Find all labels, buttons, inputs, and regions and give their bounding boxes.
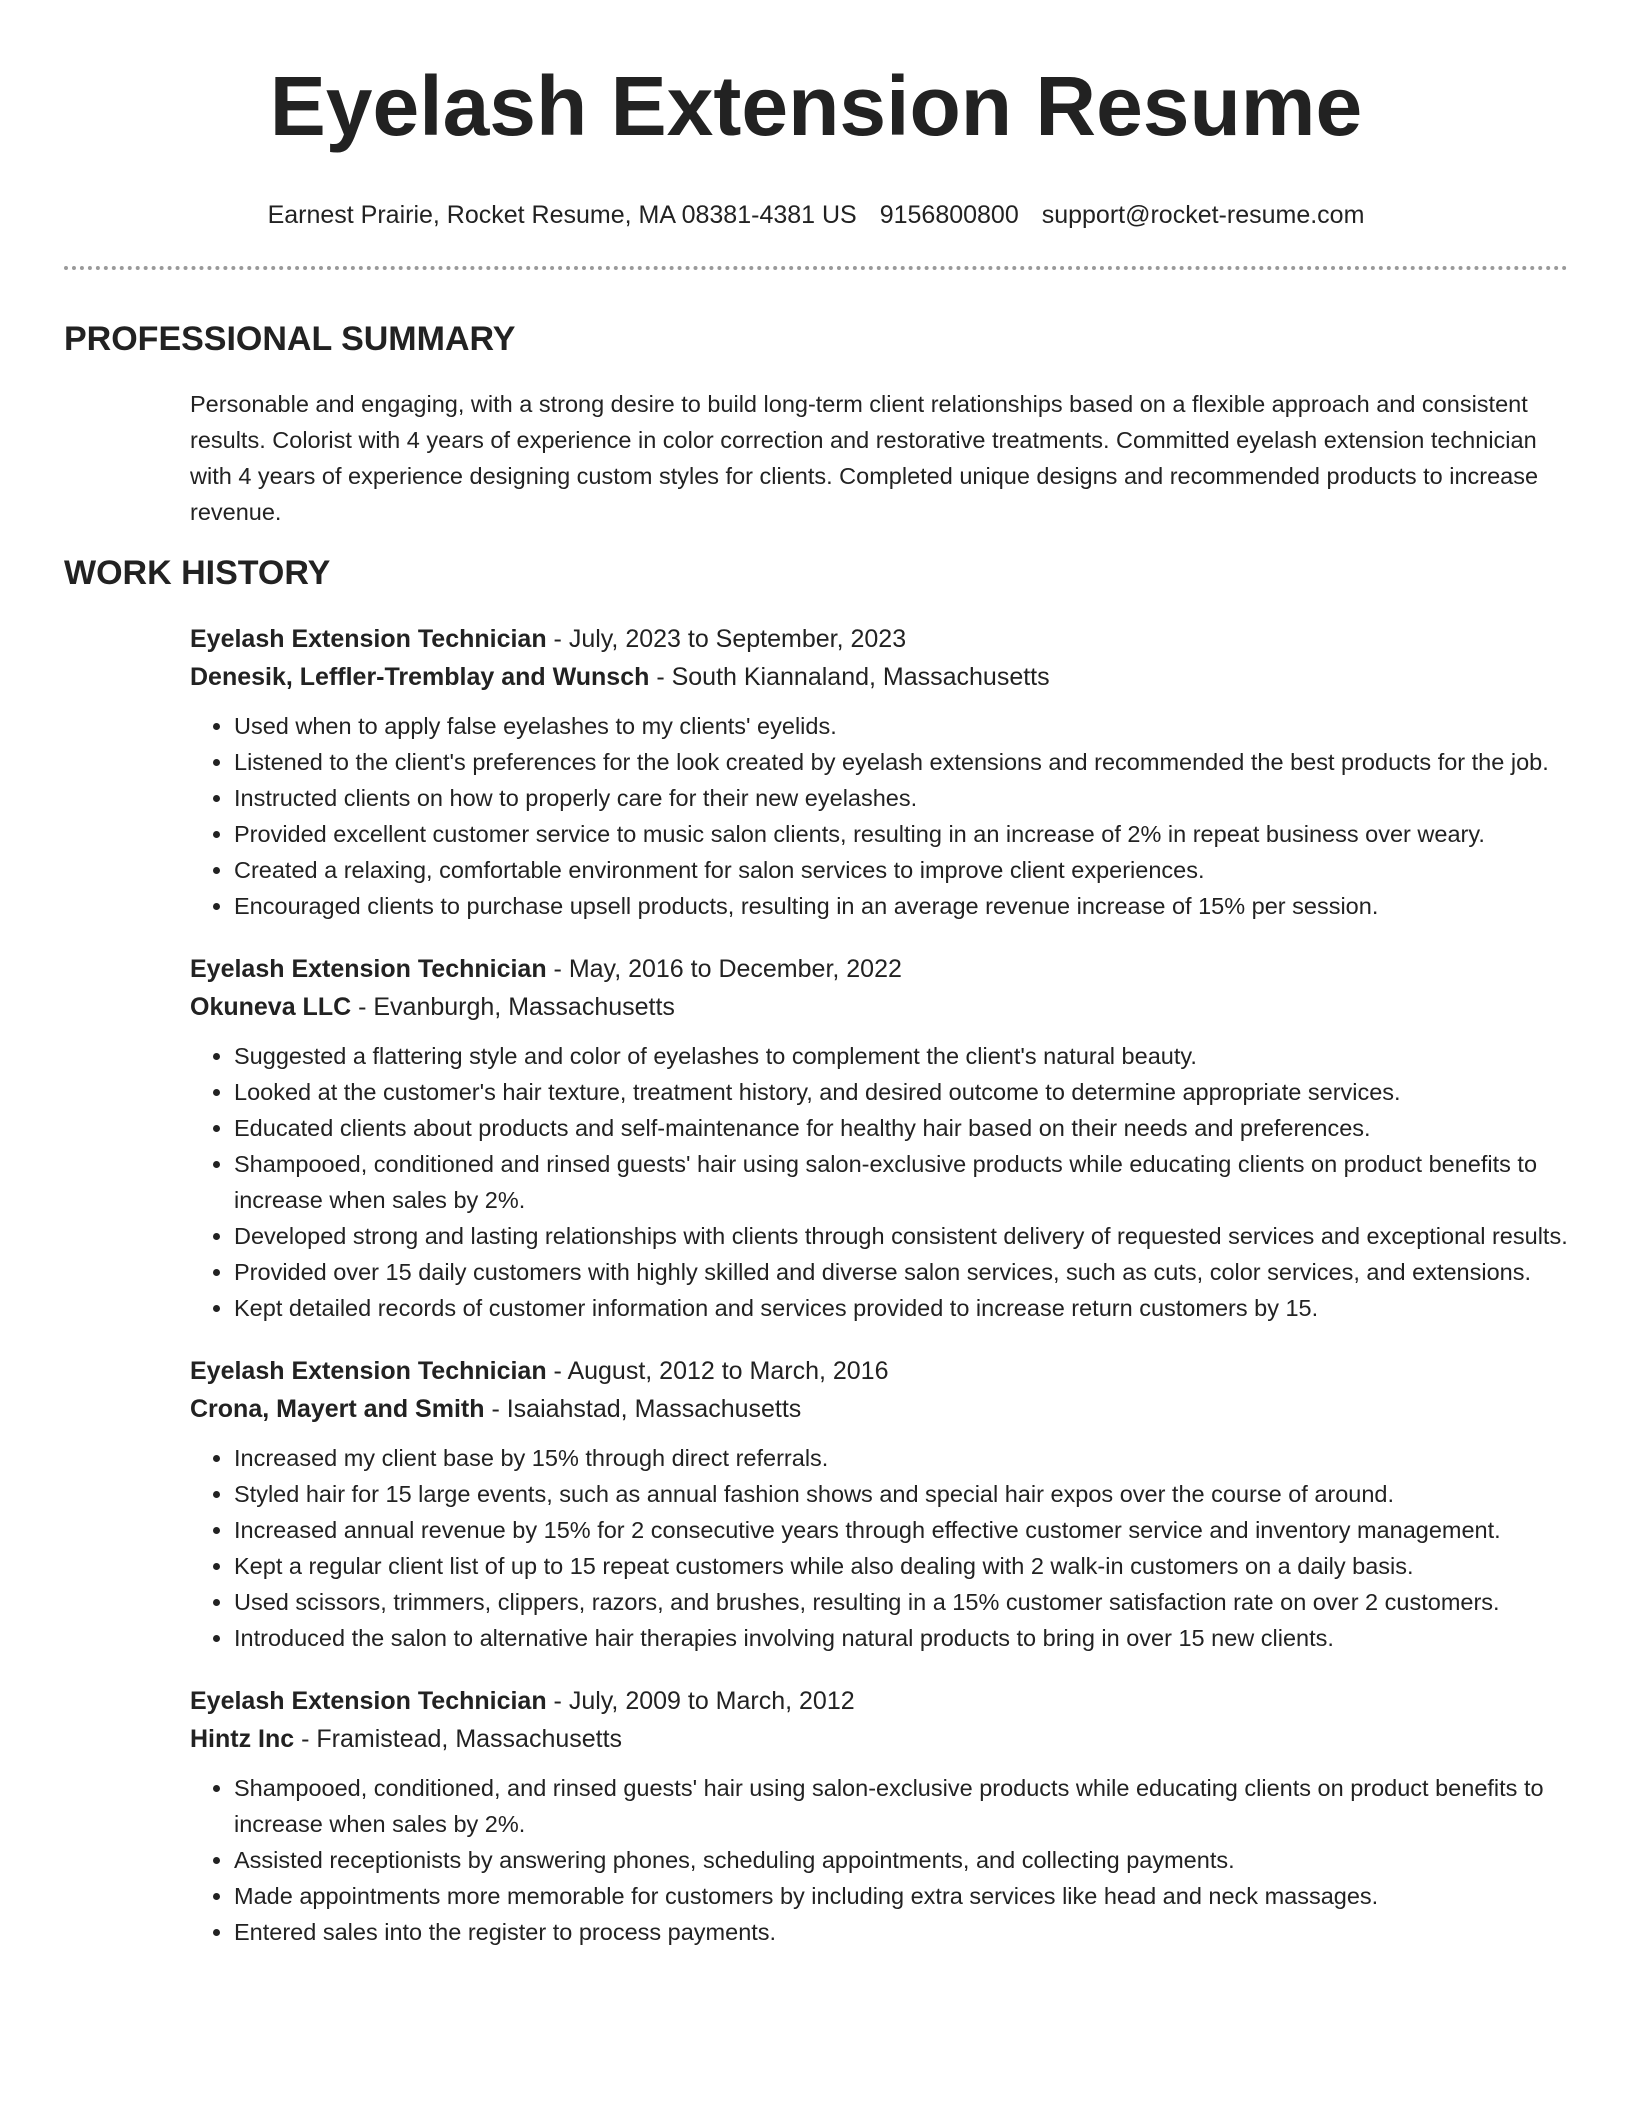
list-item: • Developed strong and lasting relationships with clients through consistent delivery of requested services and exceptional results. — [234, 1218, 1568, 1254]
list-item: • Made appointments more memorable for customers by including extra services like head and neck massages. — [234, 1878, 1568, 1914]
contact-address: Earnest Prairie, Rocket Resume, MA 08381-4381 US — [267, 201, 857, 229]
job-dates: - July, 2009 to March, 2012 — [546, 1687, 855, 1715]
job-bullets — [190, 1440, 1568, 1656]
job-company: Crona, Mayert and Smith — [190, 1395, 485, 1423]
job-location: - South Kiannaland, Massachusetts — [649, 663, 1050, 691]
section-title-summary: PROFESSIONAL SUMMARY — [64, 320, 516, 358]
job-company-line — [190, 1720, 1568, 1758]
job-company: Denesik, Leffler-Tremblay and Wunsch — [190, 663, 650, 691]
job-role: Eyelash Extension Technician — [190, 1357, 547, 1385]
job-location: - Isaiahstad, Massachusetts — [484, 1395, 802, 1423]
list-item: • Kept a regular client list of up to 15 repeat customers while also dealing with 2 walk-in customers on a daily basis. — [234, 1548, 1568, 1584]
list-item: • Looked at the customer's hair texture, treatment history, and desired outcome to determine appropriate services. — [234, 1074, 1568, 1110]
list-item: • Introduced the salon to alternative hair therapies involving natural products to bring in over 15 new clients. — [234, 1620, 1568, 1656]
list-item: • Entered sales into the register to process payments. — [234, 1914, 1568, 1950]
job-company-line — [190, 1390, 1568, 1428]
job-dates: - July, 2023 to September, 2023 — [546, 625, 907, 653]
job-bullets — [190, 1038, 1568, 1326]
resume-title: Eyelash Extension Resume — [269, 59, 1363, 153]
list-item: • Encouraged clients to purchase upsell products, resulting in an average revenue increase of 15% per session. — [234, 888, 1568, 924]
job-bullets — [190, 1770, 1568, 1950]
list-item: • Increased my client base by 15% through direct referrals. — [234, 1440, 1568, 1476]
list-item: • Instructed clients on how to properly care for their new eyelashes. — [234, 780, 1568, 816]
job-role: Eyelash Extension Technician — [190, 625, 547, 653]
job-company-line — [190, 988, 1568, 1026]
list-item: • Provided excellent customer service to music salon clients, resulting in an increase of 2% in repeat business over weary. — [234, 816, 1568, 852]
list-item: • Used when to apply false eyelashes to my clients' eyelids. — [234, 708, 1568, 744]
list-item: • Styled hair for 15 large events, such as annual fashion shows and special hair expos over the course of around. — [234, 1476, 1568, 1512]
list-item: • Increased annual revenue by 15% for 2 consecutive years through effective customer service and inventory management. — [234, 1512, 1568, 1548]
list-item: • Listened to the client's preferences for the look created by eyelash extensions and recommended the best products for the job. — [234, 744, 1568, 780]
list-item: • Shampooed, conditioned and rinsed guests' hair using salon-exclusive products while educating clients on product benefits to increase when sales by 2%. — [234, 1146, 1568, 1218]
job-entry — [190, 950, 1568, 1326]
job-bullets — [190, 708, 1568, 924]
list-item: • Shampooed, conditioned, and rinsed guests' hair using salon-exclusive products while educating clients on product benefits to increase when sales by 2%. — [234, 1770, 1568, 1842]
list-item: • Suggested a flattering style and color of eyelashes to complement the client's natural beauty. — [234, 1038, 1568, 1074]
section-title-work-history: WORK HISTORY — [64, 554, 331, 592]
job-company: Hintz Inc — [190, 1725, 295, 1753]
job-entry — [190, 620, 1568, 924]
job-role: Eyelash Extension Technician — [190, 955, 547, 983]
list-item: • Provided over 15 daily customers with highly skilled and diverse salon services, such as cuts, color services, and extensions. — [234, 1254, 1568, 1290]
contact-line — [64, 198, 1568, 232]
list-item: • Kept detailed records of customer information and services provided to increase return customers by 15. — [234, 1290, 1568, 1326]
job-company-line — [190, 658, 1568, 696]
job-location: - Evanburgh, Massachusetts — [351, 993, 675, 1021]
job-entry — [190, 1352, 1568, 1656]
list-item: • Used scissors, trimmers, clippers, razors, and brushes, resulting in a 15% customer satisfaction rate on over 2 customers. — [234, 1584, 1568, 1620]
header-divider — [64, 266, 1568, 270]
job-title-line — [190, 1352, 1568, 1390]
job-dates: - August, 2012 to March, 2016 — [546, 1357, 889, 1385]
list-item: • Educated clients about products and self-maintenance for healthy hair based on their needs and preferences. — [234, 1110, 1568, 1146]
job-title-line — [190, 950, 1568, 988]
job-location: - Framistead, Massachusetts — [294, 1725, 623, 1753]
contact-email: support@rocket-resume.com — [1041, 201, 1365, 229]
contact-phone: 9156800800 — [879, 201, 1019, 229]
list-item: • Created a relaxing, comfortable environment for salon services to improve client experiences. — [234, 852, 1568, 888]
job-entry — [190, 1682, 1568, 1950]
job-title-line — [190, 620, 1568, 658]
job-role: Eyelash Extension Technician — [190, 1687, 547, 1715]
list-item: • Assisted receptionists by answering phones, scheduling appointments, and collecting payments. — [234, 1842, 1568, 1878]
work-history-list — [64, 620, 1568, 1950]
job-company: Okuneva LLC — [190, 993, 352, 1021]
job-title-line — [190, 1682, 1568, 1720]
summary-text: Personable and engaging, with a strong desire to build long-term client relationships based on a flexible approach and consistent results. Colorist with 4 years of experience in color correction and restorative treatments. Committed eyelash extension technician with 4 years of experience designing custom styles for clients. Completed unique designs and recommended products to increase revenue. — [190, 391, 1539, 525]
job-dates: - May, 2016 to December, 2022 — [546, 955, 902, 983]
